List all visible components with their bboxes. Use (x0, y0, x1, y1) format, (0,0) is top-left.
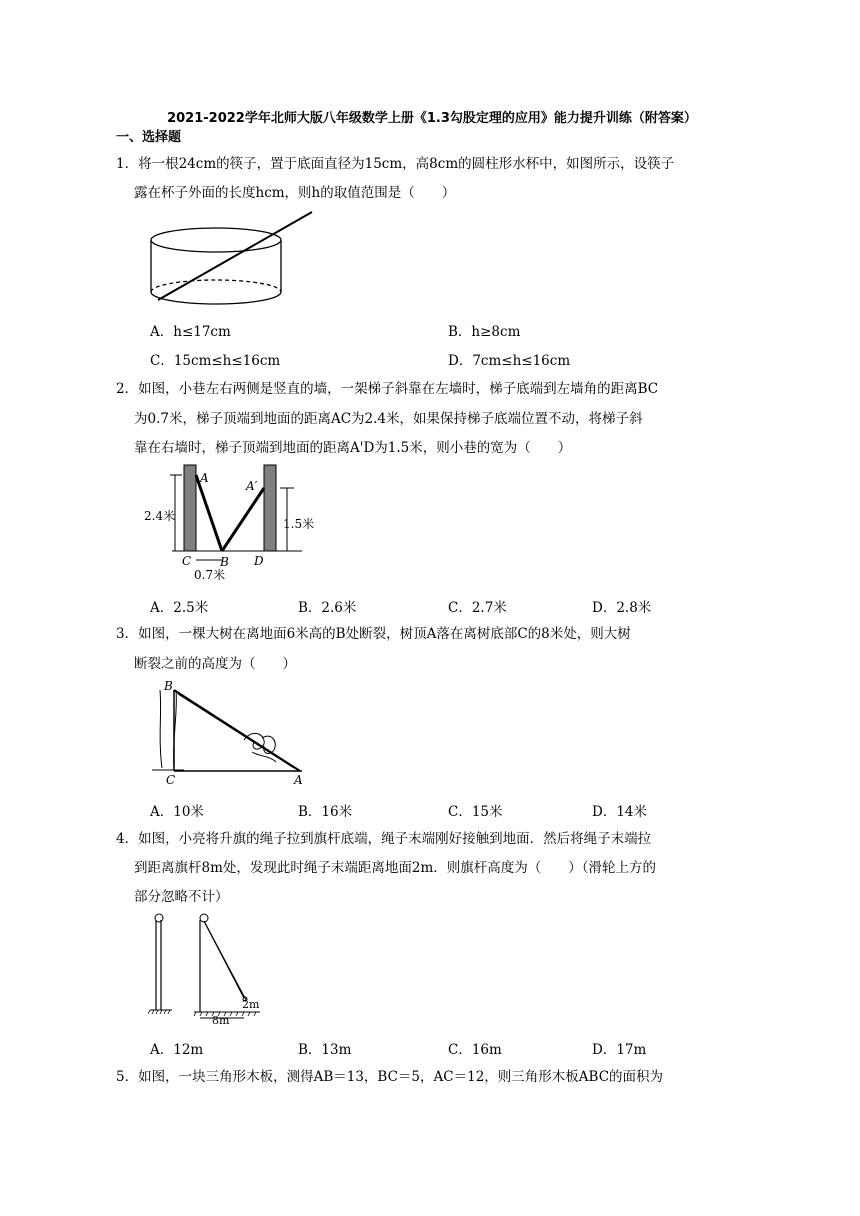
ladder-left (196, 475, 222, 551)
label-b: B (164, 679, 173, 693)
label-right-height: 1.5米 (283, 517, 315, 531)
q3-line-1: 3．如图，一棵大树在离地面6米高的B处断裂，树顶A落在离树底部C的8米处，则大树 (116, 626, 631, 642)
q3-option-d[interactable]: D．14米 (592, 804, 648, 820)
label-a: A (294, 773, 303, 786)
q4-option-c[interactable]: C．16m (448, 1042, 502, 1058)
q1-option-d[interactable]: D．7cm≤h≤16cm (448, 353, 571, 369)
q1-line-1: 1．将一根24cm的筷子，置于底面直径为15cm，高8cm的圆柱形水杯中，如图所示，设筷子 (116, 156, 675, 172)
q4-figure-flagpole (148, 908, 268, 1028)
chopstick-line (158, 212, 312, 300)
page-title: 2021-2022学年北师大版八年级数学上册《1.3勾股定理的应用》能力提升训练（附答案） (167, 111, 697, 126)
cup-bottom-back (151, 280, 281, 292)
q2-option-a[interactable]: A．2.5米 (150, 600, 209, 616)
q3-figure-tree (144, 678, 310, 786)
label-d: D (254, 554, 264, 568)
section-title: 一、选择题 (116, 130, 182, 145)
right-pulley (200, 914, 208, 922)
q1-line-2: 露在杯子外面的长度hcm，则h的取值范围是（ ） (134, 185, 456, 201)
q4-option-d[interactable]: D．17m (592, 1042, 647, 1058)
left-wall (184, 465, 196, 551)
label-left-height: 2.4米 (144, 509, 176, 523)
label-bottom-len: 0.7米 (194, 568, 226, 582)
broken-trunk (174, 690, 300, 771)
q3-option-c[interactable]: C．15米 (448, 804, 503, 820)
label-b: B (220, 555, 229, 569)
q3-option-b[interactable]: B．16米 (298, 804, 353, 820)
q4-line-2: 到距离旗杆8m处，发现此时绳子末端距离地面2m．则旗杆高度为（ ）（滑轮上方的 (134, 860, 657, 876)
q2-figure-ladder (142, 460, 332, 584)
q2-option-d[interactable]: D．2.8米 (592, 600, 652, 616)
q2-option-c[interactable]: C．2.7米 (448, 600, 507, 616)
q2-line-2: 为0.7米，梯子顶端到地面的距离AC为2.4米，如果保持梯子底端位置不动，将梯子斜 (134, 411, 643, 427)
q1-figure-cup (146, 210, 316, 310)
q4-option-b[interactable]: B．13m (298, 1042, 352, 1058)
label-height: 2m (242, 998, 260, 1011)
ladder-right (222, 488, 264, 551)
q2-line-3: 靠在右墙时，梯子顶端到地面的距离A'D为1.5米，则小巷的宽为（ ） (134, 440, 572, 456)
q4-line-1: 4．如图，小亮将升旗的绳子拉到旗杆底端，绳子末端刚好接触到地面．然后将绳子末端拉 (116, 831, 652, 847)
label-distance: 8m (212, 1014, 230, 1027)
q1-option-a[interactable]: A．h≤17cm (150, 324, 231, 340)
q2-line-1: 2．如图，小巷左右两侧是竖直的墙，一架梯子斜靠在左墙时，梯子底端到左墙角的距离BC (116, 381, 659, 397)
q5-line-1: 5．如图，一块三角形木板，测得AB＝13，BC＝5，AC＝12，则三角形木板ABC的面积为 (116, 1069, 664, 1085)
label-a: A (200, 471, 209, 485)
q2-option-b[interactable]: B．2.6米 (298, 600, 357, 616)
q3-option-a[interactable]: A．10米 (150, 804, 204, 820)
tree-trunk-left (160, 690, 162, 768)
label-c: C (182, 554, 192, 568)
q3-line-2: 断裂之前的高度为（ ） (134, 656, 296, 672)
q1-option-c[interactable]: C．15cm≤h≤16cm (150, 353, 281, 369)
label-c: C (166, 773, 176, 786)
q4-option-a[interactable]: A．12m (150, 1042, 204, 1058)
q1-option-b[interactable]: B．h≥8cm (448, 324, 521, 340)
q4-line-3: 部分忽略不计） (134, 889, 229, 905)
label-a-prime: A′ (246, 479, 258, 493)
right-wall (264, 465, 276, 551)
